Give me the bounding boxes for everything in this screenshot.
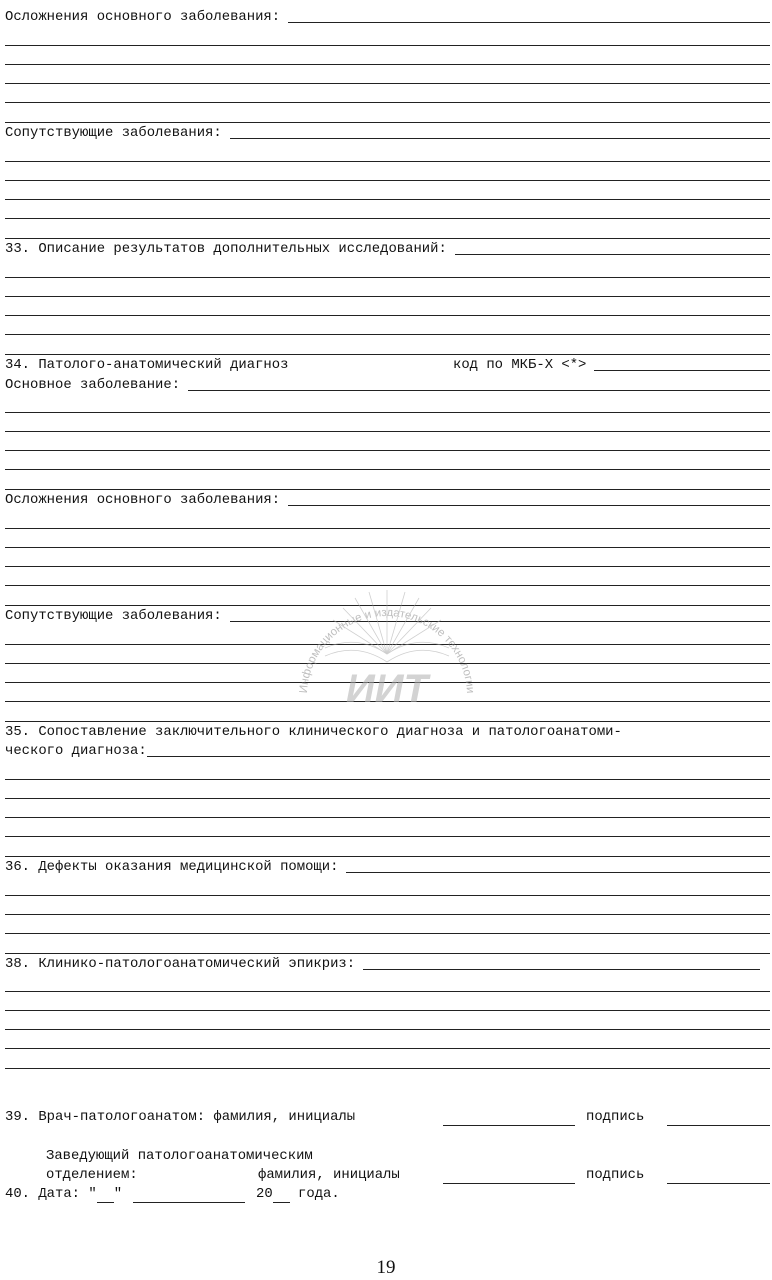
blank-line[interactable]	[5, 779, 770, 780]
year-prefix: 20	[256, 1186, 273, 1202]
day-field[interactable]	[97, 1188, 114, 1203]
blank-line[interactable]	[5, 238, 770, 239]
item-33-row	[5, 240, 770, 258]
item-36-field[interactable]	[346, 859, 770, 873]
blank-line[interactable]	[5, 721, 770, 722]
blank-line[interactable]	[5, 218, 770, 219]
signature-label: подпись	[586, 1167, 645, 1183]
item-36-label: 36. Дефекты оказания медицинской помощи:	[5, 859, 339, 875]
blank-line[interactable]	[5, 354, 770, 355]
item-40-row	[5, 1185, 340, 1203]
publisher-watermark-logo	[295, 568, 480, 718]
item-35-row	[5, 742, 770, 760]
blank-line[interactable]	[5, 1010, 770, 1011]
concomitant-row	[5, 124, 770, 142]
blank-line[interactable]	[5, 817, 770, 818]
item-38-field[interactable]	[363, 956, 760, 970]
head-name-label: фамилия, инициалы	[258, 1167, 400, 1183]
blank-line[interactable]	[5, 412, 770, 413]
watermark-arc-text: Информационные и издательские технологии	[297, 606, 477, 694]
head-label-line1: Заведующий патологоанатомическим	[46, 1148, 313, 1164]
blank-line[interactable]	[5, 856, 770, 857]
main-disease-row	[5, 376, 770, 394]
icd-code-label: код по МКБ-X <*>	[453, 357, 587, 373]
item-34-row	[5, 356, 770, 374]
blank-line[interactable]	[5, 547, 770, 548]
blank-line[interactable]	[5, 953, 770, 954]
head-signature-field[interactable]	[667, 1183, 770, 1184]
item-33-field[interactable]	[455, 241, 770, 255]
item-35-label-line1: 35. Сопоставление заключительного клинического диагноза и патологоанатоми-	[5, 724, 622, 740]
blank-line[interactable]	[5, 914, 770, 915]
blank-line[interactable]	[5, 315, 770, 316]
blank-line[interactable]	[5, 102, 770, 103]
signature-label: подпись	[586, 1109, 645, 1125]
blank-line[interactable]	[5, 469, 770, 470]
pathologist-signature-field[interactable]	[667, 1125, 770, 1126]
blank-line[interactable]	[5, 277, 770, 278]
item-34-label: 34. Патолого-анатомический диагноз	[5, 357, 289, 373]
blank-line[interactable]	[5, 450, 770, 451]
item-38-row	[5, 955, 760, 973]
blank-line[interactable]	[5, 566, 770, 567]
date-label: 40. Дата: "	[5, 1186, 97, 1202]
complications-label: Осложнения основного заболевания:	[5, 492, 281, 508]
concomitant-field[interactable]	[230, 125, 770, 139]
blank-line[interactable]	[5, 180, 770, 181]
blank-line[interactable]	[5, 122, 770, 123]
date-quote: "	[113, 1186, 123, 1202]
item-35-field[interactable]	[147, 743, 770, 757]
blank-line[interactable]	[5, 64, 770, 65]
complications-row	[5, 8, 770, 26]
blank-line[interactable]	[5, 895, 770, 896]
item-35-label-line2: ческого диагноза:	[5, 743, 147, 759]
year-suffix: года.	[289, 1186, 340, 1202]
blank-line[interactable]	[5, 991, 770, 992]
complications-row	[5, 491, 770, 509]
blank-line[interactable]	[5, 161, 770, 162]
watermark-logo-text: ИИТ	[346, 667, 428, 711]
complications-field[interactable]	[288, 492, 770, 506]
blank-line[interactable]	[5, 1029, 770, 1030]
year-field[interactable]	[273, 1188, 290, 1203]
blank-line[interactable]	[5, 83, 770, 84]
icd-code-field[interactable]	[594, 357, 770, 371]
blank-line[interactable]	[5, 798, 770, 799]
concomitant-label: Сопутствующие заболевания:	[5, 125, 222, 141]
item-33-label: 33. Описание результатов дополнительных исследований:	[5, 241, 447, 257]
item-36-row	[5, 858, 770, 876]
complications-field[interactable]	[288, 9, 770, 23]
blank-line[interactable]	[5, 1068, 770, 1069]
item-39-label: 39. Врач-патологоанатом: фамилия, инициалы	[5, 1109, 356, 1125]
month-field[interactable]	[133, 1188, 245, 1203]
blank-line[interactable]	[5, 431, 770, 432]
pathologist-name-field[interactable]	[443, 1125, 575, 1126]
page-number: 19	[376, 1257, 396, 1278]
item-38-label: 38. Клинико-патологоанатомический эпикриз:	[5, 956, 356, 972]
head-label-line2: отделением:	[46, 1167, 138, 1183]
blank-line[interactable]	[5, 836, 770, 837]
blank-line[interactable]	[5, 296, 770, 297]
blank-line[interactable]	[5, 199, 770, 200]
main-disease-label: Основное заболевание:	[5, 377, 181, 393]
blank-line[interactable]	[5, 489, 770, 490]
concomitant-label: Сопутствующие заболевания:	[5, 608, 222, 624]
head-name-field[interactable]	[443, 1183, 575, 1184]
main-disease-field[interactable]	[188, 377, 770, 391]
blank-line[interactable]	[5, 334, 770, 335]
blank-line[interactable]	[5, 528, 770, 529]
blank-line[interactable]	[5, 45, 770, 46]
blank-line[interactable]	[5, 933, 770, 934]
blank-line[interactable]	[5, 1048, 770, 1049]
complications-label: Осложнения основного заболевания:	[5, 9, 281, 25]
